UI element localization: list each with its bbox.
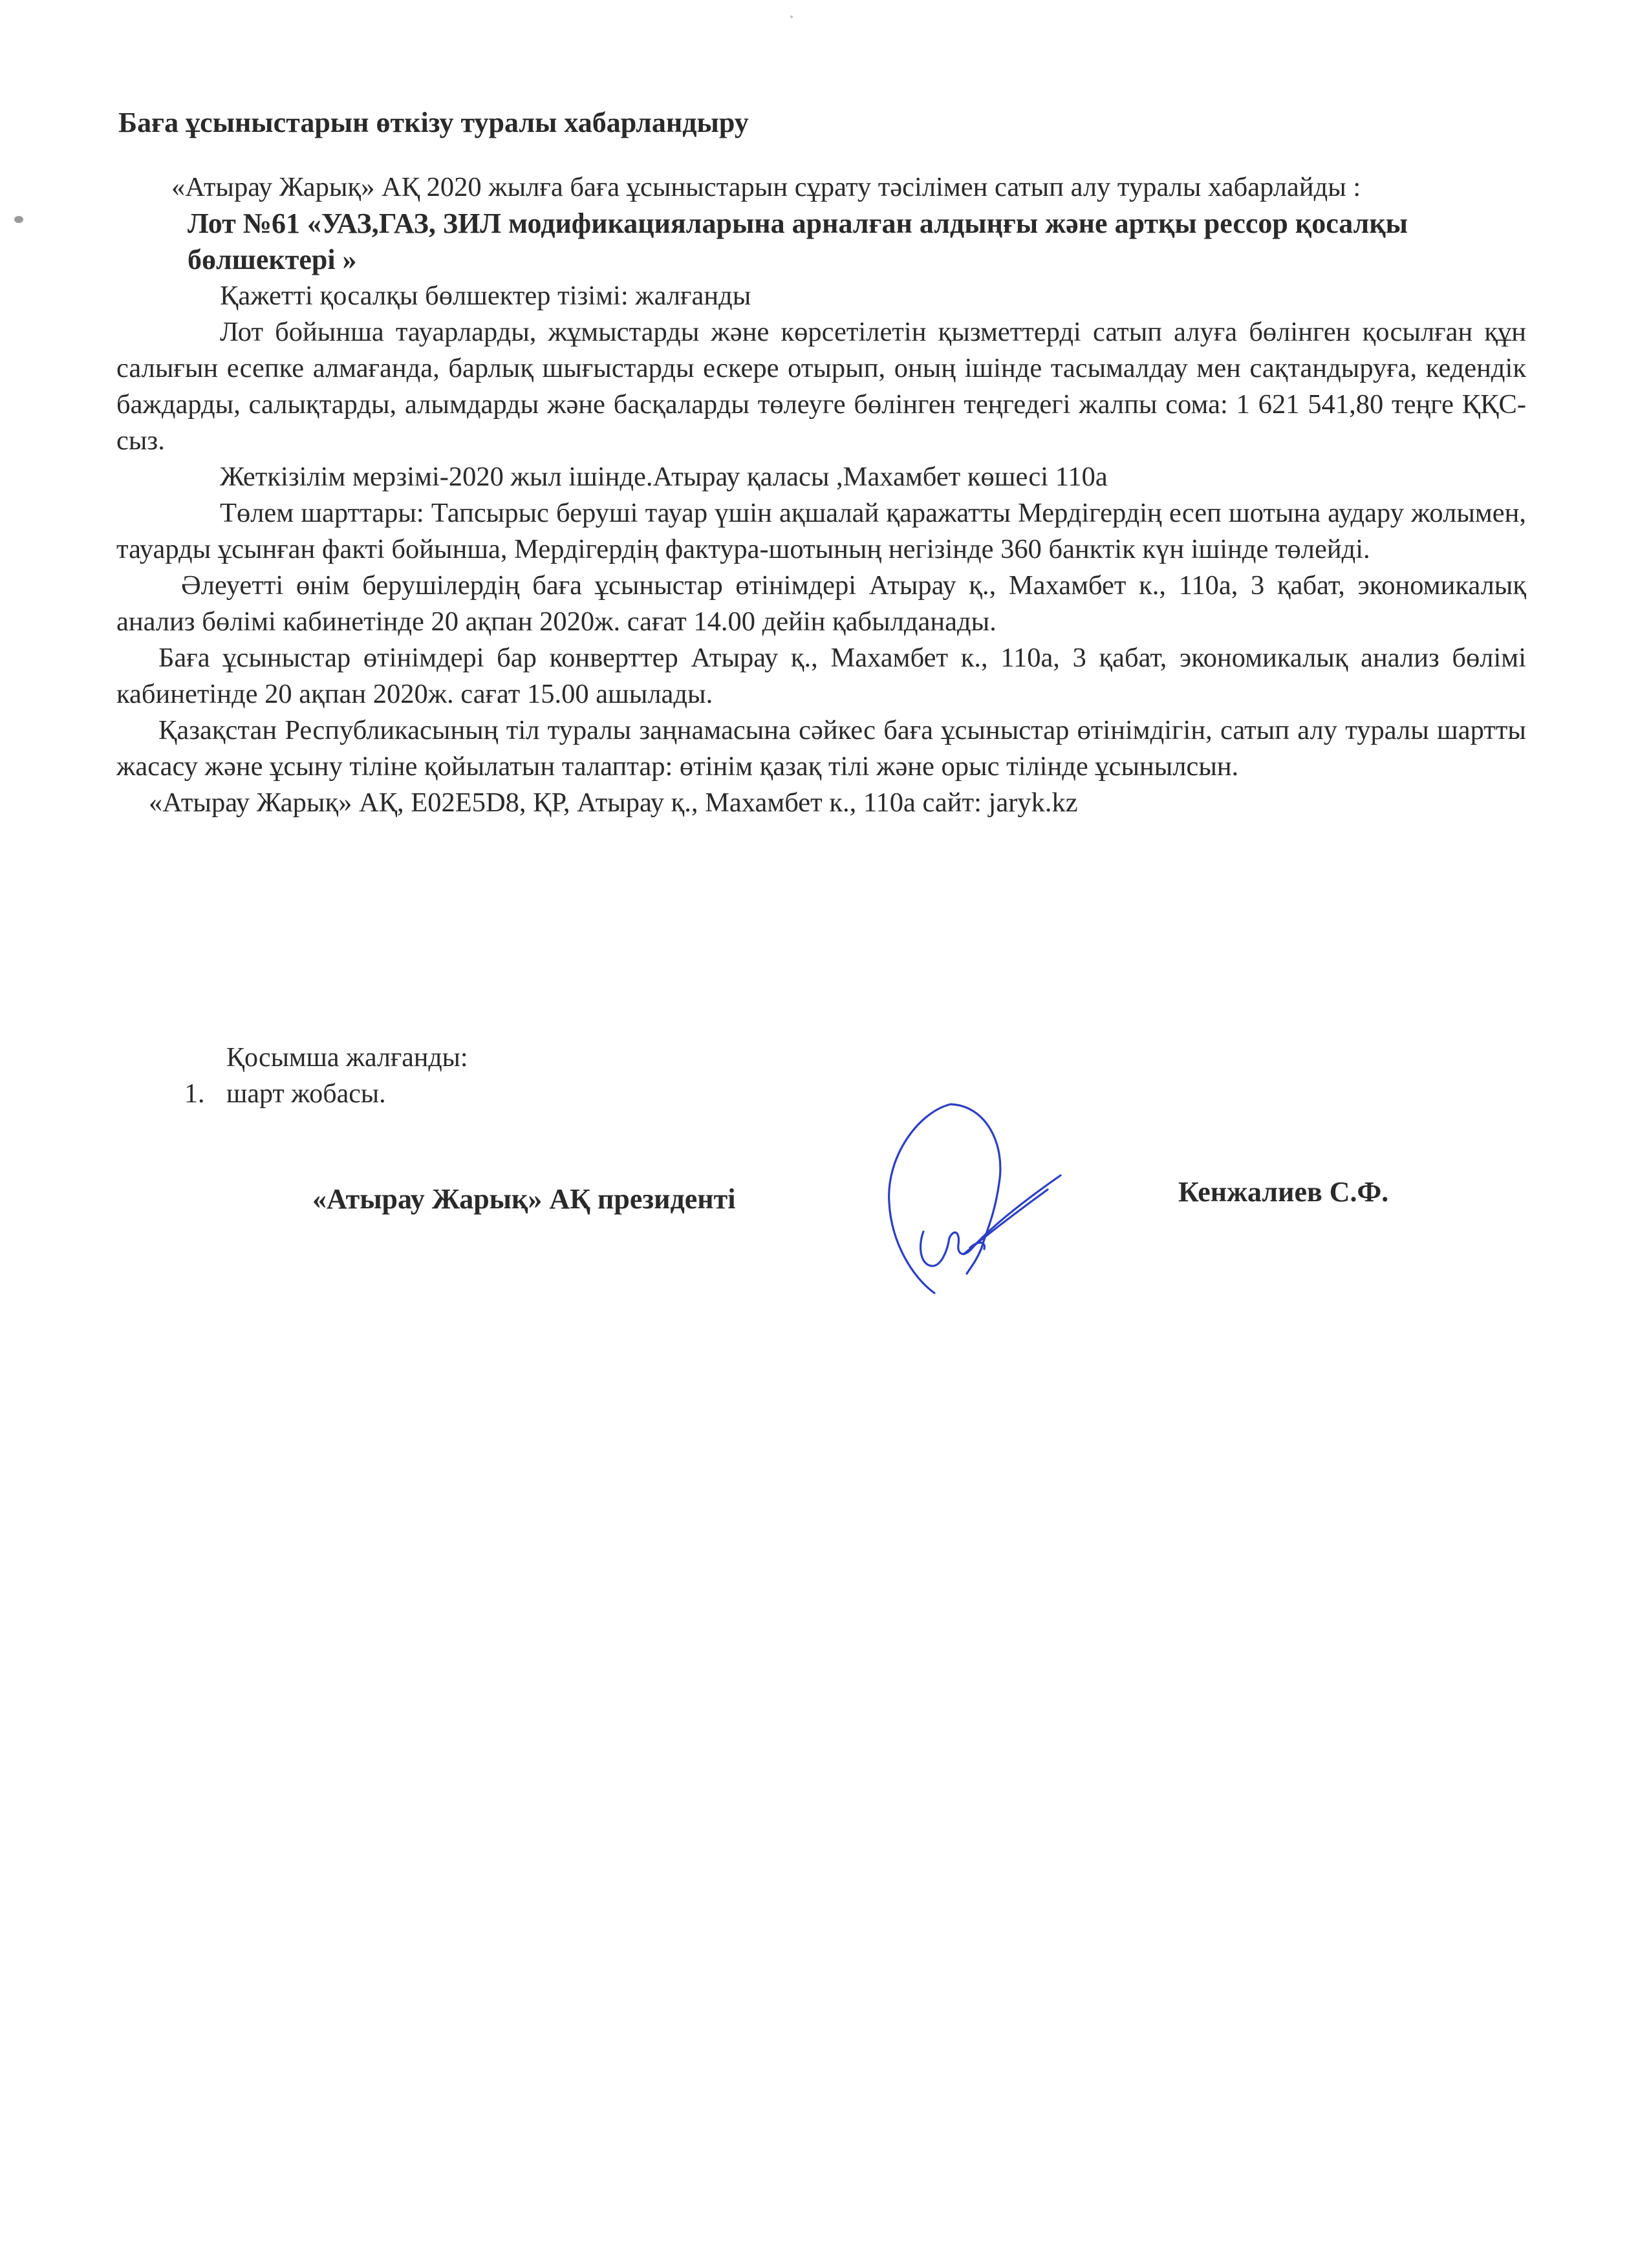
delivery-paragraph: Жеткізілім мерзімі-2020 жыл ішінде.Атырау қаласы ,Махамбет көшесі 110а: [220, 462, 1108, 492]
submission-paragraph: Әлеуетті өнім берушілердің баға ұсыныстар өтінімдері Атырау қ., Махамбет к., 110а, 3 қабат, экономикалық анализ бөлімі кабинетінде 20 ақпан 2020ж. сағат 14.00 дейін қабылданады.: [116, 570, 1526, 637]
handwritten-signature: [873, 1099, 1093, 1306]
parts-list-paragraph: Қажетті қосалқы бөлшектер тізімі: жалғанды: [220, 281, 751, 311]
document-body: [116, 169, 1526, 821]
list-item-text: шарт жобасы.: [226, 1079, 386, 1109]
payment-paragraph: Төлем шарттары: Тапсырыс беруші тауар үшін ақшалай қаражатты Мердігердің есеп шотына аудару жолымен, тауарды ұсынған факті бойынша, Мердігердің фактура-шотының негізінде 360 банктік күн ішінде төлейді.: [116, 498, 1526, 564]
scan-speck: [790, 16, 793, 18]
document-title: Баға ұсыныстарын өткізу туралы хабарландыру: [118, 107, 749, 138]
contact-paragraph: «Атырау Жарық» АҚ, Е02Е5D8, ҚР, Атырау қ., Махамбет к., 110а сайт: jaryk.kz: [149, 787, 1078, 818]
language-paragraph: Қазақстан Республикасының тіл туралы заңнамасына сәйкес баға ұсыныстар өтінімдігін, сатып алу туралы шартты жасасу және ұсыну тіліне қойылатын талаптар: өтінім қазақ тілі және орыс тілінде ұсынылсын.: [116, 715, 1526, 782]
attachment-heading: Қосымша жалғанды:: [226, 1043, 468, 1073]
amount-paragraph: Лот бойынша тауарларды, жұмыстарды және көрсетілетін қызметтерді сатып алуға бөлінген қосылған құн салығын есепке алмағанда, барлық шығыстарды ескере отырып, оның ішінде тасымалдау мен сақтандыруға, кедендік баждарды, салықтарды, алымдарды және басқаларды төлеуге бөлінген теңгедегі жалпы сома: 1 621 541,80 теңге ҚҚС-сыз.: [116, 317, 1526, 456]
signatory-role: «Атырау Жарық» АҚ президенті: [312, 1183, 736, 1215]
intro-paragraph: «Атырау Жарық» АҚ 2020 жылға баға ұсыныстарын сұрату тәсілімен сатып алу туралы хабарлайды :: [171, 172, 1361, 202]
attachment-list-item: [184, 1076, 386, 1112]
scan-speck: [14, 216, 23, 223]
list-number: 1.: [184, 1079, 205, 1109]
opening-paragraph: Баға ұсыныстар өтінімдері бар конверттер Атырау қ., Махамбет к., 110а, 3 қабат, экономикалық анализ бөлімі кабинетінде 20 ақпан 2020ж. сағат 15.00 ашылады.: [116, 643, 1526, 709]
lot-heading: Лот №61 «УАЗ,ГАЗ, ЗИЛ модификацияларына арналған алдыңғы және артқы рессор қосалқы бөлшектері »: [188, 208, 1408, 275]
signatory-name: Кенжалиев С.Ф.: [1178, 1176, 1389, 1208]
